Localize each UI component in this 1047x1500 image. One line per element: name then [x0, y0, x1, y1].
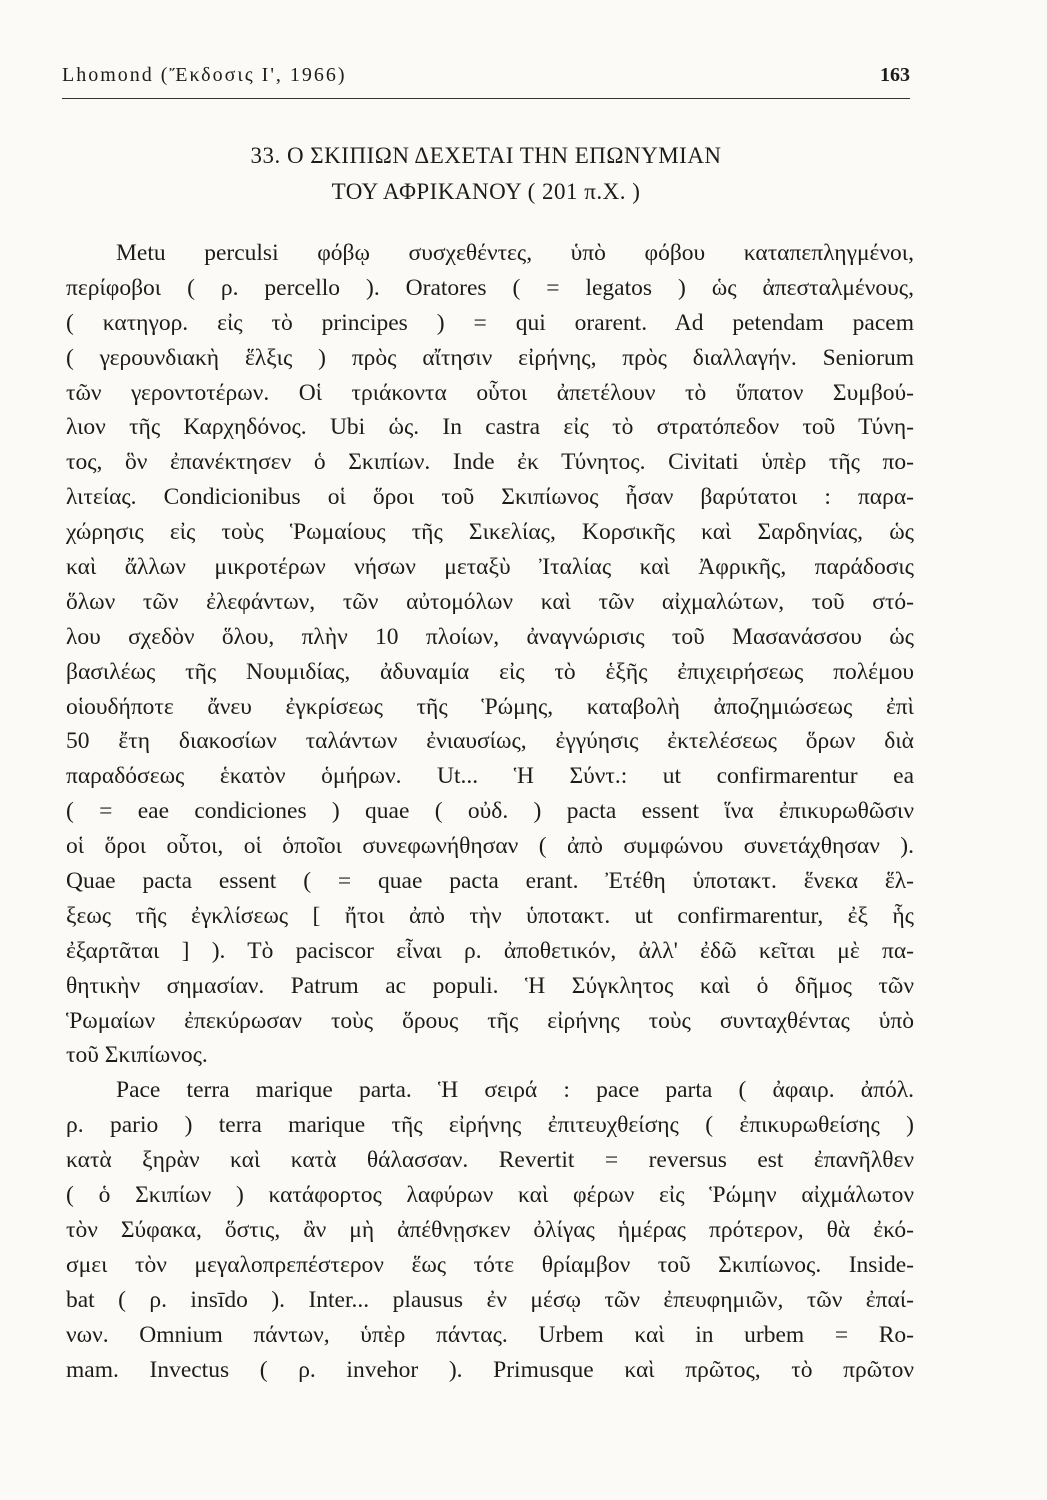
text-line: ( κατηγορ. εἰς τὸ principes ) = qui orarent. Ad petendam pacem — [66, 309, 914, 336]
text-line: κατὰ ξηρὰν καὶ κατὰ θάλασσαν. Revertit = reversus est ἐπανῆλθεν — [66, 1147, 914, 1174]
text-line: οἱ ὅροι οὗτοι, οἱ ὁποῖοι συνεφωνήθησαν ( ἀπὸ συμφώνου συνετάχθησαν ). — [66, 833, 914, 860]
text-line: λιτείας. Condicionibus οἱ ὅροι τοῦ Σκιπίωνος ἦσαν βαρύτατοι : παρα- — [66, 484, 914, 511]
text-line: mam. Invectus ( ρ. invehor ). Primusque καὶ πρῶτος, τὸ πρῶτον — [66, 1356, 914, 1383]
text-line: οἱουδήποτε ἄνευ ἐγκρίσεως τῆς Ῥώμης, καταβολὴ ἀποζημιώσεως ἐπὶ — [66, 693, 914, 720]
text-line: χώρησις εἰς τοὺς Ῥωμαίους τῆς Σικελίας, Κορσικῆς καὶ Σαρδηνίας, ὡς — [66, 519, 914, 546]
text-line: Metu perculsi φόβῳ συσχεθέντες, ὑπὸ φόβου καταπεπληγμένοι, — [116, 240, 914, 266]
text-line: λιον τῆς Καρχηδόνος. Ubi ὡς. In castra εἰς τὸ στρατόπεδον τοῦ Τύνη- — [66, 414, 914, 441]
text-line: τοῦ Σκιπίωνος. — [66, 1042, 208, 1069]
text-line: ξεως τῆς ἐγκλίσεως [ ἤτοι ἀπὸ τὴν ὑποτακτ. ut confirmarentur, ἐξ ἧς — [66, 902, 914, 929]
text-line: ( γερουνδιακὴ ἕλξις ) πρὸς αἴτησιν εἰρήνης, πρὸς διαλλαγήν. Seniorum — [66, 344, 914, 371]
text-line: τος, ὃν ἐπανέκτησεν ὁ Σκιπίων. Inde ἐκ Τύνητος. Civitati ὑπὲρ τῆς πο- — [66, 449, 914, 476]
text-line: bat ( ρ. insīdo ). Inter... plausus ἐν μέσῳ τῶν ἐπευφημιῶν, τῶν ἐπαί- — [66, 1286, 914, 1313]
chapter-title — [62, 138, 910, 210]
text-line: Quae pacta essent ( = quae pacta erant. Ἐτέθη ὑποτακτ. ἕνεκα ἕλ- — [66, 868, 914, 895]
header-rule — [62, 98, 910, 99]
text-line: ἐξαρτᾶται ] ). Τὸ paciscor εἶναι ρ. ἀποθετικόν, ἀλλ' ἐδῶ κεῖται μὲ πα- — [66, 937, 914, 964]
chapter-title-line-1: 33. Ο ΣΚΙΠΙΩΝ ΔΕΧΕΤΑΙ ΤΗΝ ΕΠΩΝΥΜΙΑΝ — [250, 143, 722, 168]
text-line: ρ. pario ) terra marique τῆς εἰρήνης ἐπιτευχθείσης ( ἐπικυρωθείσης ) — [66, 1112, 914, 1139]
text-line: τὸν Σύφακα, ὅστις, ἂν μὴ ἀπέθνῃσκεν ὀλίγας ἡμέρας πρότερον, θὰ ἐκό- — [66, 1216, 914, 1243]
text-line: καὶ ἄλλων μικροτέρων νήσων μεταξὺ Ἰταλίας καὶ Ἀφρικῆς, παράδοσις — [66, 554, 914, 581]
text-line: τῶν γεροντοτέρων. Οἱ τριάκοντα οὗτοι ἀπετέλουν τὸ ὕπατον Συμβού- — [66, 379, 914, 406]
running-head — [62, 64, 910, 94]
page-number: 163 — [880, 64, 910, 86]
text-line: ( = eae condiciones ) quae ( οὐδ. ) pacta essent ἵνα ἐπικυρωθῶσιν — [66, 798, 914, 825]
chapter-title-line-2: ΤΟΥ ΑΦΡΙΚΑΝΟΥ ( 201 π.Χ. ) — [331, 179, 641, 204]
commentary-text — [66, 236, 914, 1387]
running-head-title: Lhomond (Ἔκδοσις Ι', 1966) — [62, 64, 347, 86]
text-line: λου σχεδὸν ὅλου, πλὴν 10 πλοίων, ἀναγνώρισις τοῦ Μασανάσσου ὡς — [66, 623, 914, 650]
text-line: νων. Omnium πάντων, ὑπὲρ πάντας. Urbem καὶ in urbem = Ro- — [66, 1321, 914, 1348]
text-line: 50 ἔτη διακοσίων ταλάντων ἐνιαυσίως, ἐγγύησις ἐκτελέσεως ὅρων διὰ — [66, 728, 914, 755]
text-line: ὅλων τῶν ἐλεφάντων, τῶν αὐτομόλων καὶ τῶν αἰχμαλώτων, τοῦ στό- — [66, 588, 914, 615]
text-line: περίφοβοι ( ρ. percello ). Oratores ( = legatos ) ὡς ἀπεσταλμένους, — [66, 274, 914, 301]
text-line: βασιλέως τῆς Νουμιδίας, ἀδυναμία εἰς τὸ ἑξῆς ἐπιχειρήσεως πολέμου — [66, 658, 914, 685]
text-line: παραδόσεως ἑκατὸν ὁμήρων. Ut... Ἡ Σύντ.: ut confirmarentur ea — [66, 763, 914, 790]
text-line: σμει τὸν μεγαλοπρεπέστερον ἕως τότε θρίαμβον τοῦ Σκιπίωνος. Inside- — [66, 1251, 914, 1278]
text-line: Pace terra marique parta. Ἡ σειρά : pace parta ( ἀφαιρ. ἀπόλ. — [116, 1077, 914, 1104]
text-line: ( ὁ Σκιπίων ) κατάφορτος λαφύρων καὶ φέρων εἰς Ῥώμην αἰχμάλωτον — [66, 1182, 914, 1209]
text-line: Ῥωμαίων ἐπεκύρωσαν τοὺς ὅρους τῆς εἰρήνης τοὺς συνταχθέντας ὑπὸ — [66, 1007, 914, 1034]
text-line: θητικὴν σημασίαν. Patrum ac populi. Ἡ Σύγκλητος καὶ ὁ δῆμος τῶν — [66, 972, 914, 999]
